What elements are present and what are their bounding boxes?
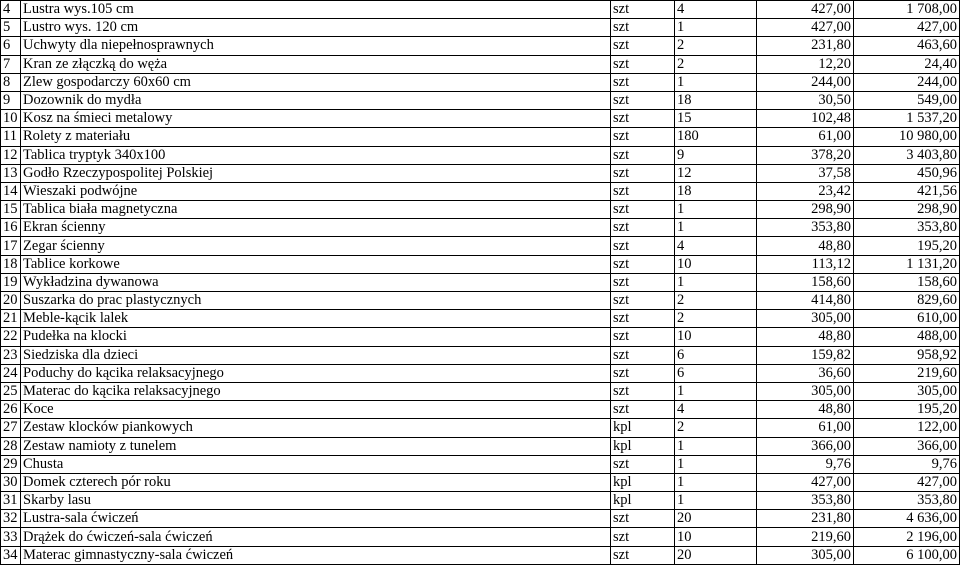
item-name: Lustro wys. 120 cm [21, 19, 611, 37]
quantity-cell: 1 [675, 219, 757, 237]
table-row [1, 273, 960, 291]
row-number: 17 [1, 237, 21, 255]
unit-cell: szt [611, 201, 675, 219]
unit-cell: szt [611, 546, 675, 564]
table-row [1, 110, 960, 128]
unit-cell: szt [611, 110, 675, 128]
unit-price-cell: 37,58 [757, 164, 854, 182]
item-name: Wieszaki podwójne [21, 182, 611, 200]
quantity-cell: 10 [675, 528, 757, 546]
table-row [1, 91, 960, 109]
row-number: 23 [1, 346, 21, 364]
row-number: 11 [1, 128, 21, 146]
row-number: 22 [1, 328, 21, 346]
total-value-cell: 549,00 [854, 91, 960, 109]
table-row [1, 255, 960, 273]
item-name: Koce [21, 401, 611, 419]
unit-cell: szt [611, 346, 675, 364]
total-value-cell: 244,00 [854, 73, 960, 91]
table-row [1, 292, 960, 310]
table-row [1, 219, 960, 237]
table-row [1, 328, 960, 346]
quantity-cell: 2 [675, 55, 757, 73]
row-number: 34 [1, 546, 21, 564]
unit-price-cell: 61,00 [757, 419, 854, 437]
unit-cell: szt [611, 255, 675, 273]
item-name: Materac do kącika relaksacyjnego [21, 382, 611, 400]
item-name: Kran ze złączką do węża [21, 55, 611, 73]
row-number: 20 [1, 292, 21, 310]
quantity-cell: 180 [675, 128, 757, 146]
unit-price-cell: 414,80 [757, 292, 854, 310]
item-name: Chusta [21, 455, 611, 473]
quantity-cell: 1 [675, 273, 757, 291]
total-value-cell: 488,00 [854, 328, 960, 346]
row-number: 21 [1, 310, 21, 328]
item-name: Meble-kącik lalek [21, 310, 611, 328]
unit-price-cell: 158,60 [757, 273, 854, 291]
row-number: 28 [1, 437, 21, 455]
quantity-cell: 20 [675, 546, 757, 564]
total-value-cell: 366,00 [854, 437, 960, 455]
unit-price-cell: 366,00 [757, 437, 854, 455]
table-row [1, 164, 960, 182]
row-number: 25 [1, 382, 21, 400]
table-row [1, 419, 960, 437]
item-name: Poduchy do kącika relaksacyjnego [21, 364, 611, 382]
item-name: Rolety z materiału [21, 128, 611, 146]
unit-price-cell: 36,60 [757, 364, 854, 382]
item-name: Tablica biała magnetyczna [21, 201, 611, 219]
unit-cell: szt [611, 19, 675, 37]
item-name: Siedziska dla dzieci [21, 346, 611, 364]
row-number: 27 [1, 419, 21, 437]
unit-cell: szt [611, 364, 675, 382]
row-number: 26 [1, 401, 21, 419]
total-value-cell: 353,80 [854, 492, 960, 510]
unit-price-cell: 12,20 [757, 55, 854, 73]
item-name: Kosz na śmieci metalowy [21, 110, 611, 128]
unit-price-cell: 231,80 [757, 510, 854, 528]
table-row [1, 19, 960, 37]
row-number: 31 [1, 492, 21, 510]
row-number: 10 [1, 110, 21, 128]
unit-price-cell: 113,12 [757, 255, 854, 273]
row-number: 29 [1, 455, 21, 473]
unit-cell: szt [611, 219, 675, 237]
total-value-cell: 450,96 [854, 164, 960, 182]
total-value-cell: 829,60 [854, 292, 960, 310]
unit-cell: kpl [611, 492, 675, 510]
quantity-cell: 1 [675, 382, 757, 400]
item-name: Skarby lasu [21, 492, 611, 510]
row-number: 30 [1, 473, 21, 491]
quantity-cell: 1 [675, 19, 757, 37]
item-name: Drążek do ćwiczeń-sala ćwiczeń [21, 528, 611, 546]
row-number: 32 [1, 510, 21, 528]
total-value-cell: 10 980,00 [854, 128, 960, 146]
table-row [1, 382, 960, 400]
quantity-cell: 2 [675, 37, 757, 55]
total-value-cell: 2 196,00 [854, 528, 960, 546]
unit-cell: szt [611, 164, 675, 182]
unit-price-cell: 231,80 [757, 37, 854, 55]
table-row [1, 473, 960, 491]
unit-cell: szt [611, 146, 675, 164]
unit-cell: szt [611, 73, 675, 91]
quantity-cell: 18 [675, 91, 757, 109]
quantity-cell: 18 [675, 182, 757, 200]
row-number: 13 [1, 164, 21, 182]
item-name: Lustra-sala ćwiczeń [21, 510, 611, 528]
item-name: Dozownik do mydła [21, 91, 611, 109]
quantity-cell: 2 [675, 419, 757, 437]
table-row [1, 146, 960, 164]
quantity-cell: 15 [675, 110, 757, 128]
total-value-cell: 958,92 [854, 346, 960, 364]
table-row [1, 364, 960, 382]
unit-price-cell: 353,80 [757, 492, 854, 510]
total-value-cell: 122,00 [854, 419, 960, 437]
total-value-cell: 1 131,20 [854, 255, 960, 273]
unit-cell: szt [611, 91, 675, 109]
quantity-cell: 10 [675, 328, 757, 346]
total-value-cell: 219,60 [854, 364, 960, 382]
quantity-cell: 9 [675, 146, 757, 164]
row-number: 19 [1, 273, 21, 291]
row-number: 14 [1, 182, 21, 200]
item-name: Tablice korkowe [21, 255, 611, 273]
row-number: 7 [1, 55, 21, 73]
unit-cell: szt [611, 273, 675, 291]
total-value-cell: 9,76 [854, 455, 960, 473]
unit-price-cell: 159,82 [757, 346, 854, 364]
row-number: 8 [1, 73, 21, 91]
unit-cell: szt [611, 328, 675, 346]
unit-price-cell: 48,80 [757, 237, 854, 255]
table-row [1, 492, 960, 510]
quantity-cell: 20 [675, 510, 757, 528]
unit-cell: szt [611, 55, 675, 73]
table-row [1, 401, 960, 419]
total-value-cell: 353,80 [854, 219, 960, 237]
table-row [1, 55, 960, 73]
unit-cell: szt [611, 510, 675, 528]
quantity-cell: 1 [675, 201, 757, 219]
total-value-cell: 4 636,00 [854, 510, 960, 528]
unit-price-cell: 244,00 [757, 73, 854, 91]
unit-price-cell: 378,20 [757, 146, 854, 164]
quantity-cell: 1 [675, 492, 757, 510]
quantity-cell: 6 [675, 364, 757, 382]
quantity-cell: 12 [675, 164, 757, 182]
total-value-cell: 1 537,20 [854, 110, 960, 128]
total-value-cell: 427,00 [854, 473, 960, 491]
unit-cell: szt [611, 455, 675, 473]
unit-price-cell: 427,00 [757, 1, 854, 19]
unit-price-cell: 427,00 [757, 473, 854, 491]
table-row [1, 455, 960, 473]
row-number: 4 [1, 1, 21, 19]
item-name: Zegar ścienny [21, 237, 611, 255]
item-name: Pudełka na klocki [21, 328, 611, 346]
total-value-cell: 24,40 [854, 55, 960, 73]
table-row [1, 37, 960, 55]
quantity-cell: 10 [675, 255, 757, 273]
quantity-cell: 2 [675, 292, 757, 310]
unit-price-cell: 427,00 [757, 19, 854, 37]
item-name: Zestaw klocków piankowych [21, 419, 611, 437]
unit-price-cell: 219,60 [757, 528, 854, 546]
total-value-cell: 1 708,00 [854, 1, 960, 19]
table-row [1, 128, 960, 146]
unit-cell: kpl [611, 473, 675, 491]
unit-cell: szt [611, 237, 675, 255]
quantity-cell: 1 [675, 73, 757, 91]
unit-cell: szt [611, 382, 675, 400]
total-value-cell: 6 100,00 [854, 546, 960, 564]
table-row [1, 73, 960, 91]
row-number: 24 [1, 364, 21, 382]
item-name: Domek czterech pór roku [21, 473, 611, 491]
item-name: Zlew gospodarczy 60x60 cm [21, 73, 611, 91]
unit-price-cell: 298,90 [757, 201, 854, 219]
total-value-cell: 427,00 [854, 19, 960, 37]
unit-cell: kpl [611, 419, 675, 437]
total-value-cell: 3 403,80 [854, 146, 960, 164]
item-name: Ekran ścienny [21, 219, 611, 237]
row-number: 6 [1, 37, 21, 55]
table-row [1, 310, 960, 328]
row-number: 5 [1, 19, 21, 37]
table-row [1, 201, 960, 219]
table-row [1, 437, 960, 455]
total-value-cell: 298,90 [854, 201, 960, 219]
table-row [1, 237, 960, 255]
row-number: 16 [1, 219, 21, 237]
table-row [1, 546, 960, 564]
item-table-body [1, 1, 960, 565]
unit-price-cell: 305,00 [757, 382, 854, 400]
total-value-cell: 158,60 [854, 273, 960, 291]
unit-price-cell: 305,00 [757, 310, 854, 328]
unit-price-cell: 48,80 [757, 328, 854, 346]
quantity-cell: 1 [675, 437, 757, 455]
item-name: Godło Rzeczypospolitej Polskiej [21, 164, 611, 182]
unit-price-cell: 30,50 [757, 91, 854, 109]
row-number: 15 [1, 201, 21, 219]
unit-price-cell: 61,00 [757, 128, 854, 146]
unit-cell: szt [611, 37, 675, 55]
table-row [1, 1, 960, 19]
row-number: 33 [1, 528, 21, 546]
quantity-cell: 1 [675, 473, 757, 491]
quantity-cell: 4 [675, 237, 757, 255]
unit-cell: szt [611, 310, 675, 328]
total-value-cell: 463,60 [854, 37, 960, 55]
quantity-cell: 1 [675, 455, 757, 473]
unit-price-cell: 23,42 [757, 182, 854, 200]
quantity-cell: 2 [675, 310, 757, 328]
total-value-cell: 610,00 [854, 310, 960, 328]
unit-cell: szt [611, 292, 675, 310]
item-name: Zestaw namioty z tunelem [21, 437, 611, 455]
quantity-cell: 4 [675, 1, 757, 19]
item-name: Lustra wys.105 cm [21, 1, 611, 19]
unit-cell: szt [611, 528, 675, 546]
item-name: Materac gimnastyczny-sala ćwiczeń [21, 546, 611, 564]
unit-price-cell: 305,00 [757, 546, 854, 564]
unit-price-cell: 9,76 [757, 455, 854, 473]
row-number: 12 [1, 146, 21, 164]
row-number: 18 [1, 255, 21, 273]
total-value-cell: 195,20 [854, 401, 960, 419]
table-row [1, 182, 960, 200]
item-name: Wykładzina dywanowa [21, 273, 611, 291]
unit-cell: szt [611, 401, 675, 419]
unit-cell: kpl [611, 437, 675, 455]
quantity-cell: 4 [675, 401, 757, 419]
quantity-cell: 6 [675, 346, 757, 364]
table-row [1, 528, 960, 546]
row-number: 9 [1, 91, 21, 109]
unit-price-cell: 102,48 [757, 110, 854, 128]
total-value-cell: 195,20 [854, 237, 960, 255]
total-value-cell: 305,00 [854, 382, 960, 400]
total-value-cell: 421,56 [854, 182, 960, 200]
unit-cell: szt [611, 1, 675, 19]
unit-cell: szt [611, 128, 675, 146]
unit-price-cell: 48,80 [757, 401, 854, 419]
item-name: Tablica tryptyk 340x100 [21, 146, 611, 164]
unit-price-cell: 353,80 [757, 219, 854, 237]
unit-cell: szt [611, 182, 675, 200]
table-row [1, 346, 960, 364]
table-row [1, 510, 960, 528]
item-name: Suszarka do prac plastycznych [21, 292, 611, 310]
item-name: Uchwyty dla niepełnosprawnych [21, 37, 611, 55]
